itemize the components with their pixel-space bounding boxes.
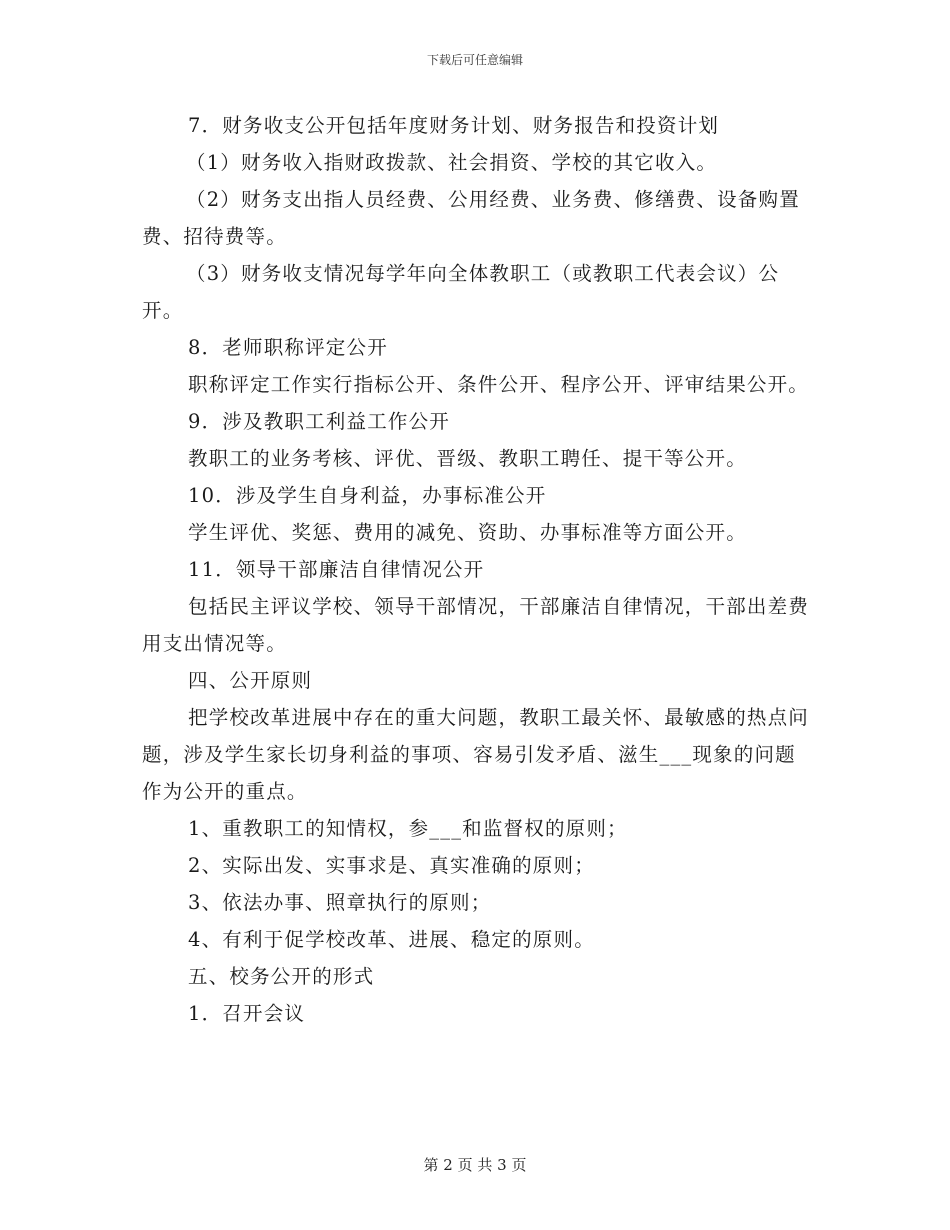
page-footer: 第 2 页 共 3 页 xyxy=(423,1156,527,1174)
paragraph: 把学校改革进展中存在的重大问题，教职工最关怀、最敏感的热点问题，涉及学生家长切身利益的事项、容易引发矛盾、滋生___现象的问题作为公开的重点。 xyxy=(142,706,810,803)
paragraph: 教职工的业务考核、评优、晋级、教职工聘任、提干等公开。 xyxy=(188,447,747,470)
paragraph: 3、依法办事、照章执行的原则； xyxy=(188,891,492,914)
paragraph: 2、实际出发、实事求是、真实准确的原则； xyxy=(188,854,595,877)
paragraph: 包括民主评议学校、领导干部情况，干部廉洁自律情况，干部出差费用支出情况等。 xyxy=(142,595,810,655)
paragraph: 4、有利于促学校改革、进展、稳定的原则。 xyxy=(188,928,595,951)
paragraph: 7．财务收支公开包括年度财务计划、财务报告和投资计划 xyxy=(188,114,720,137)
paragraph: 1、重教职工的知情权，参___和监督权的原则； xyxy=(188,817,628,840)
paragraph: （2）财务支出指人员经费、公用经费、业务费、修缮费、设备购置费、招待费等。 xyxy=(142,188,800,248)
paragraph: 9．涉及教职工利益工作公开 xyxy=(188,410,451,433)
paragraph: 1．召开会议 xyxy=(188,1002,306,1025)
paragraph: 10．涉及学生自身利益，办事标准公开 xyxy=(188,484,547,507)
page-header: 下载后可任意编辑 xyxy=(426,53,523,67)
paragraph: （1）财务收入指财政拨款、社会捐资、学校的其它收入。 xyxy=(186,151,718,174)
paragraph: 8．老师职称评定公开 xyxy=(188,336,388,359)
document-body xyxy=(142,107,814,1032)
paragraph: 11．领导干部廉洁自律情况公开 xyxy=(188,558,485,581)
section-heading: 四、公开原则 xyxy=(188,669,313,692)
section-heading: 五、校务公开的形式 xyxy=(188,965,375,988)
paragraph: （3）财务收支情况每学年向全体教职工（或教职工代表会议）公开。 xyxy=(142,262,780,322)
paragraph: 学生评优、奖惩、费用的减免、资助、办事标准等方面公开。 xyxy=(188,521,747,544)
paragraph: 职称评定工作实行指标公开、条件公开、程序公开、评审结果公开。 xyxy=(188,373,810,396)
